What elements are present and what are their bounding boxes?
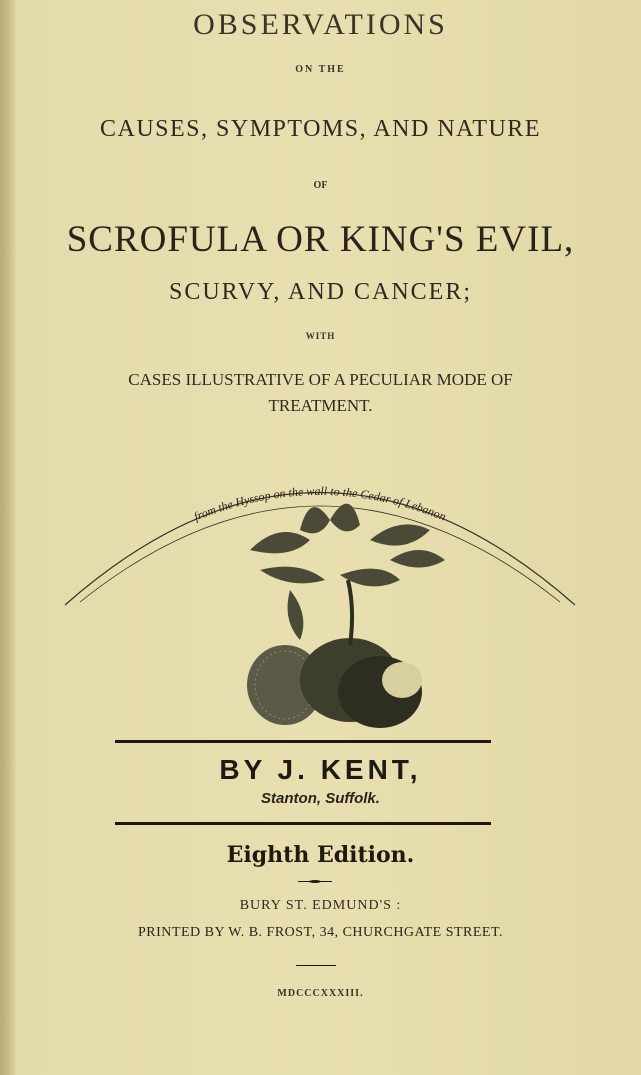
title-observations: OBSERVATIONS — [193, 8, 448, 41]
author-location: Stanton, Suffolk. — [261, 790, 380, 807]
title-with: WITH — [305, 331, 336, 341]
title-treatment: TREATMENT. — [268, 396, 373, 415]
title-on-the: ON THE — [295, 64, 346, 75]
title-cases: CASES ILLUSTRATIVE OF A PECULIAR MODE OF — [128, 370, 513, 389]
vignette-motto: from the Hyssop on the wall to the Cedar of Lebanon — [191, 483, 449, 524]
imprint-printer: PRINTED BY W. B. FROST, 34, CHURCHGATE STREET. — [138, 925, 503, 940]
edition-line: Eighth Edition. — [226, 842, 415, 868]
title-causes: CAUSES, SYMPTOMS, AND NATURE — [100, 116, 541, 142]
divider-rule-upper — [115, 740, 491, 743]
ornamental-dash — [298, 880, 332, 883]
author-line: BY J. KENT, — [219, 754, 422, 785]
title-scurvy: SCURVY, AND CANCER; — [168, 279, 473, 305]
short-rule — [296, 965, 336, 966]
imprint-year: MDCCCXXXIII. — [277, 988, 364, 999]
plant-vignette — [50, 430, 590, 730]
imprint-place: BURY ST. EDMUND'S : — [239, 898, 402, 913]
leaves-cluster — [250, 504, 445, 640]
title-of: OF — [313, 180, 328, 191]
divider-rule-lower — [115, 822, 491, 825]
vegetable-bulbs — [247, 580, 422, 728]
title-scrofula: SCROFULA OR KING'S EVIL, — [66, 219, 575, 260]
